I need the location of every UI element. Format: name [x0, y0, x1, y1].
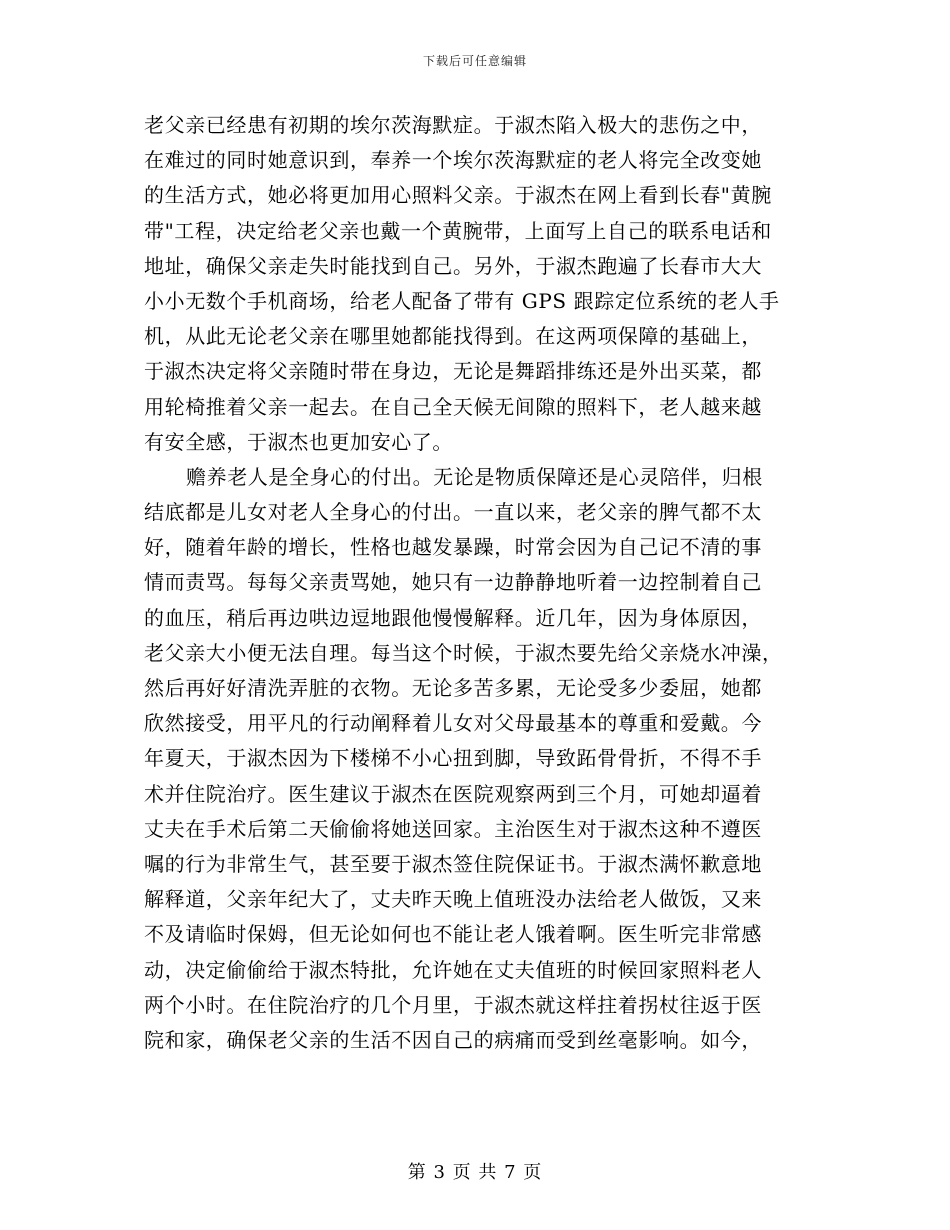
text-line: 年夏天，于淑杰因为下楼梯不小心扭到脚，导致跖骨骨折，不得不手: [144, 746, 762, 771]
text-line: 老父亲已经患有初期的埃尔茨海默症。于淑杰陷入极大的悲伤之中，: [144, 113, 762, 137]
page-number-footer: 第 3 页 共 7 页: [407, 1162, 543, 1183]
text-line: 情而责骂。每每父亲责骂她，她只有一边静静地听着一边控制着自己: [144, 570, 762, 595]
text-line: 结底都是儿女对老人全身心的付出。一直以来，老父亲的脾气都不太: [144, 500, 762, 525]
text-line: 院和家，确保老父亲的生活不因自己的病痛而受到丝毫影响。如今，: [144, 1027, 762, 1052]
text-line: 术并住院治疗。医生建议于淑杰在医院观察两到三个月，可她却逼着: [144, 781, 762, 806]
text-line: 用轮椅推着父亲一起去。在自己全天候无间隙的照料下，老人越来越: [144, 394, 762, 419]
text-line: 然后再好好清洗弄脏的衣物。无论多苦多累，无论受多少委屈，她都: [144, 676, 762, 700]
document-body: [144, 108, 806, 1058]
text-line: 两个小时。在住院治疗的几个月里，于淑杰就这样拄着拐杖往返于医: [144, 992, 762, 1017]
text-line: 不及请临时保姆，但无论如何也不能让老人饿着啊。医生听完非常感: [144, 922, 762, 947]
text-line: 的血压，稍后再边哄边逗地跟他慢慢解释。近几年，因为身体原因，: [144, 605, 762, 630]
text-line: 嘱的行为非常生气，甚至要于淑杰签住院保证书。于淑杰满怀歉意地: [144, 851, 762, 876]
text-line: 机，从此无论老父亲在哪里她都能找得到。在这两项保障的基础上，: [144, 324, 762, 349]
text-line: 动，决定偷偷给于淑杰特批，允许她在丈夫值班的时候回家照料老人: [144, 957, 762, 982]
text-line: 解释道，父亲年纪大了，丈夫昨天晚上值班没办法给老人做饭，又来: [144, 887, 762, 912]
text-line: 带"工程，决定给老父亲也戴一个黄腕带，上面写上自己的联系电话和: [144, 218, 772, 243]
text-line: 的生活方式，她必将更加用心照料父亲。于淑杰在网上看到长春"黄腕: [144, 183, 772, 208]
text-line-indented: 赡养老人是全身心的付出。无论是物质保障还是心灵陪伴，归根: [186, 464, 763, 489]
page-header-note: 下载后可任意编辑: [422, 54, 527, 68]
text-line: 有安全感，于淑杰也更加安心了。: [144, 429, 453, 454]
text-line: 在难过的同时她意识到，奉养一个埃尔茨海默症的老人将完全改变她: [144, 148, 762, 173]
text-line: 小小无数个手机商场，给老人配备了带有 GPS 跟踪定位系统的老人手: [144, 288, 780, 313]
text-line: 好，随着年龄的增长，性格也越发暴躁，时常会因为自己记不清的事: [144, 535, 762, 560]
text-line: 丈夫在手术后第二天偷偷将她送回家。主治医生对于淑杰这种不遵医: [144, 816, 762, 841]
text-line: 地址，确保父亲走失时能找到自己。另外，于淑杰跑遍了长春市大大: [144, 253, 762, 278]
text-line: 老父亲大小便无法自理。每当这个时候，于淑杰要先给父亲烧水冲澡，: [144, 640, 783, 665]
text-line: 于淑杰决定将父亲随时带在身边，无论是舞蹈排练还是外出买菜，都: [144, 359, 762, 384]
text-line: 欣然接受，用平凡的行动阐释着儿女对父母最基本的尊重和爱戴。今: [144, 711, 762, 736]
